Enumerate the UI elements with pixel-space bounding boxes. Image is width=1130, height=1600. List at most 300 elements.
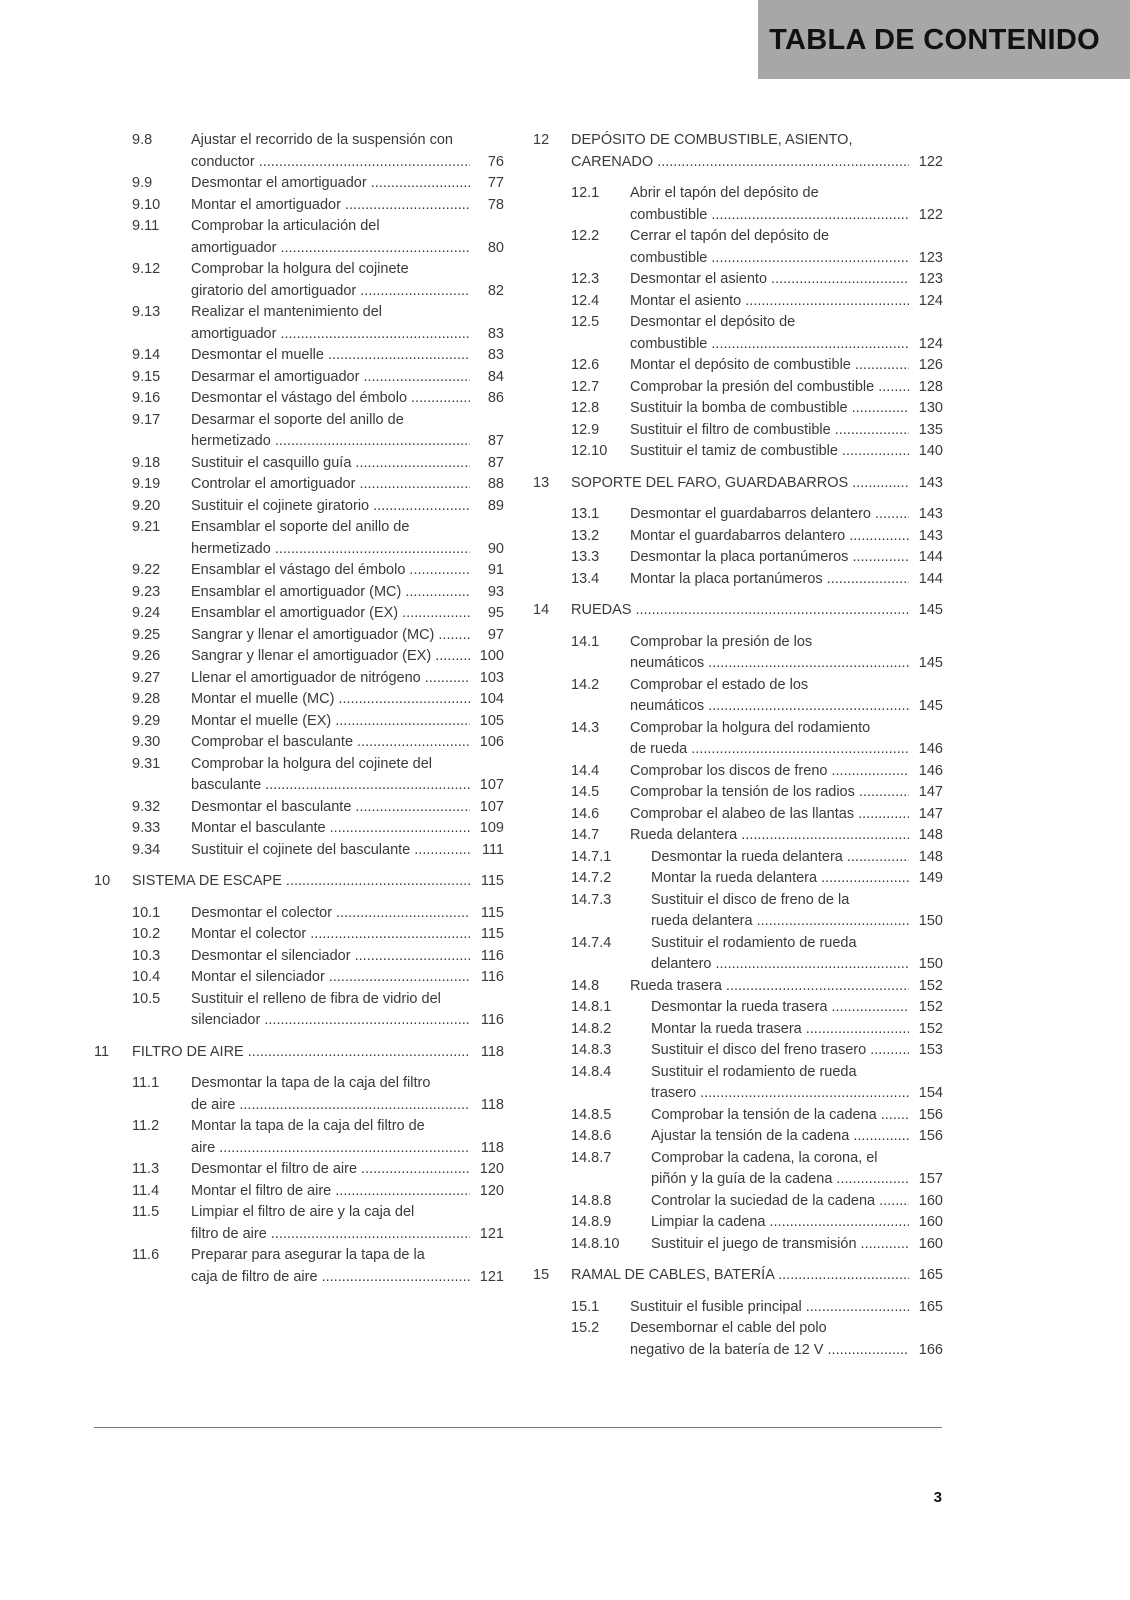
toc-entry[interactable] bbox=[94, 216, 504, 259]
section-number: 9.24 bbox=[132, 605, 161, 621]
section-title: Comprobar la cadena, la corona, el bbox=[651, 1149, 878, 1166]
section-number: 14.4 bbox=[571, 762, 600, 779]
section-title: Comprobar el basculante ..... bbox=[191, 732, 470, 754]
section-title: Desmontar el asiento ..... bbox=[630, 269, 909, 291]
toc-entry[interactable] bbox=[94, 173, 504, 195]
toc-entry[interactable] bbox=[94, 496, 504, 518]
section-title: Comprobar la tensión de la cadena ..... bbox=[651, 1105, 909, 1127]
chapter-number: 11 bbox=[94, 1043, 110, 1060]
section-title-cont: filtro de aire ..... bbox=[191, 1224, 470, 1246]
section-title: Montar el basculante ..... bbox=[191, 818, 470, 840]
page-ref: 123 bbox=[918, 249, 943, 266]
toc-entry[interactable] bbox=[533, 933, 943, 976]
section-title: Ajustar la tensión de la cadena ..... bbox=[651, 1126, 909, 1148]
section-number: 11.6 bbox=[132, 1247, 160, 1263]
toc-entry[interactable] bbox=[94, 711, 504, 733]
toc-entry[interactable] bbox=[94, 1073, 504, 1116]
page-ref: 128 bbox=[918, 378, 943, 395]
section-title-cont: rueda delantera ..... bbox=[651, 911, 909, 933]
section-title: Ensamblar el vástago del émbolo ..... bbox=[191, 560, 470, 582]
section-title-cont: trasero ..... bbox=[651, 1083, 909, 1105]
toc-entry[interactable] bbox=[94, 946, 504, 968]
toc-entry[interactable] bbox=[533, 868, 943, 890]
page-ref: 89 bbox=[487, 497, 504, 514]
section-number: 14.8.10 bbox=[571, 1235, 620, 1252]
page-ref: 122 bbox=[918, 153, 943, 170]
toc-entry[interactable] bbox=[94, 818, 504, 840]
section-title: Desmontar la placa portanúmeros ..... bbox=[630, 547, 909, 569]
section-title: Desmontar el amortiguador ..... bbox=[191, 173, 470, 195]
section-title: Desembornar el cable del polo bbox=[630, 1320, 827, 1336]
page-ref: 83 bbox=[487, 325, 504, 342]
page-ref: 160 bbox=[918, 1214, 943, 1230]
page-ref: 149 bbox=[918, 870, 943, 886]
page-ref: 152 bbox=[918, 999, 943, 1015]
section-number: 9.31 bbox=[132, 755, 161, 772]
section-number: 14.8.9 bbox=[571, 1214, 612, 1230]
section-title-cont: silenciador ..... bbox=[191, 1010, 470, 1032]
section-number: 13.2 bbox=[571, 527, 600, 544]
page-ref: 116 bbox=[480, 969, 504, 985]
toc-entry[interactable] bbox=[533, 269, 943, 291]
page-ref: 84 bbox=[487, 368, 504, 385]
toc-entry[interactable] bbox=[533, 291, 943, 313]
section-number: 12.1 bbox=[571, 185, 600, 201]
section-number: 12.5 bbox=[571, 314, 600, 330]
toc-entry[interactable] bbox=[533, 1297, 943, 1319]
page-ref: 118 bbox=[480, 1139, 504, 1156]
toc-entry[interactable] bbox=[94, 1245, 504, 1288]
section-title: Controlar el amortiguador ..... bbox=[191, 474, 470, 496]
page-ref: 143 bbox=[918, 527, 943, 544]
toc-entry[interactable] bbox=[533, 675, 943, 718]
section-number: 10.4 bbox=[132, 969, 161, 985]
page-ref: 86 bbox=[487, 390, 504, 406]
section-number: 14.6 bbox=[571, 805, 600, 822]
section-title: Montar la rueda trasera ..... bbox=[651, 1019, 909, 1041]
section-title-cont: aire ..... bbox=[191, 1138, 470, 1160]
chapter-number: 10 bbox=[94, 873, 111, 889]
toc-entry[interactable] bbox=[94, 1116, 504, 1159]
section-number: 10.5 bbox=[132, 990, 161, 1007]
section-title: Controlar la suciedad de la cadena ..... bbox=[651, 1191, 909, 1213]
section-number: 11.4 bbox=[132, 1182, 160, 1199]
page-ref: 156 bbox=[918, 1128, 943, 1144]
page-ref: 111 bbox=[481, 841, 504, 858]
page-ref: 118 bbox=[480, 1043, 504, 1060]
toc-entry[interactable] bbox=[533, 504, 943, 526]
section-number: 9.10 bbox=[132, 196, 161, 213]
toc-entry[interactable] bbox=[94, 989, 504, 1032]
section-title-cont: piñón y la guía de la cadena ..... bbox=[651, 1169, 909, 1191]
section-title: Montar el asiento ..... bbox=[630, 291, 909, 313]
page-ref: 154 bbox=[918, 1085, 943, 1101]
section-number: 14.7.2 bbox=[571, 870, 612, 886]
page-ref: 126 bbox=[918, 357, 943, 373]
chapter-number: 14 bbox=[533, 602, 550, 618]
page-ref: 157 bbox=[918, 1171, 943, 1187]
section-title: Ensamblar el soporte del anillo de bbox=[191, 519, 410, 535]
toc-entry[interactable] bbox=[533, 1318, 943, 1361]
section-number: 9.28 bbox=[132, 691, 161, 707]
page-ref: 146 bbox=[918, 762, 943, 779]
section-number: 14.7 bbox=[571, 827, 600, 843]
section-title: Comprobar la tensión de los radios ..... bbox=[630, 782, 909, 804]
section-number: 14.8.6 bbox=[571, 1128, 612, 1144]
toc-entry[interactable] bbox=[533, 1105, 943, 1127]
toc-entry[interactable] bbox=[533, 183, 943, 226]
section-title: Desmontar la rueda delantera ..... bbox=[651, 847, 909, 869]
section-title: Montar el silenciador ..... bbox=[191, 967, 470, 989]
chapter-title: RUEDAS ..... bbox=[571, 600, 909, 622]
section-number: 14.2 bbox=[571, 676, 600, 693]
section-number: 14.7.1 bbox=[571, 848, 612, 865]
page-ref: 120 bbox=[479, 1161, 504, 1177]
toc-entry[interactable] bbox=[94, 474, 504, 496]
section-title-cont: caja de filtro de aire ..... bbox=[191, 1267, 470, 1289]
page-ref: 116 bbox=[480, 947, 504, 964]
section-title-cont: basculante ..... bbox=[191, 775, 470, 797]
section-number: 9.15 bbox=[132, 368, 161, 385]
section-title: Sustituir el rodamiento de rueda bbox=[651, 934, 857, 951]
toc-entry[interactable] bbox=[94, 903, 504, 925]
section-number: 9.26 bbox=[132, 648, 161, 664]
section-number: 9.30 bbox=[132, 734, 161, 750]
section-number: 9.27 bbox=[132, 669, 161, 686]
page-ref: 97 bbox=[487, 626, 504, 643]
section-number: 12.4 bbox=[571, 292, 600, 309]
toc-entry[interactable] bbox=[94, 603, 504, 625]
page-ref: 109 bbox=[479, 820, 504, 836]
section-number: 10.1 bbox=[132, 904, 161, 921]
section-number: 15.2 bbox=[571, 1320, 600, 1336]
section-title: Llenar el amortiguador de nitrógeno ..... bbox=[191, 668, 470, 690]
chapter-number: 13 bbox=[533, 474, 550, 491]
section-number: 9.21 bbox=[132, 519, 161, 535]
section-number: 14.8.5 bbox=[571, 1106, 612, 1123]
section-number: 9.12 bbox=[132, 261, 161, 277]
section-number: 14.8.7 bbox=[571, 1149, 612, 1166]
section-number: 9.23 bbox=[132, 583, 161, 600]
page-ref: 147 bbox=[918, 805, 943, 822]
section-title: Desarmar el soporte del anillo de bbox=[191, 411, 404, 428]
toc-entry[interactable] bbox=[94, 302, 504, 345]
toc-entry[interactable] bbox=[94, 410, 504, 453]
section-title: Sustituir el tamiz de combustible ..... bbox=[630, 441, 909, 463]
section-title: Desmontar el muelle ..... bbox=[191, 345, 470, 367]
section-title: Montar el muelle (EX) ..... bbox=[191, 711, 470, 733]
toc-entry[interactable] bbox=[94, 840, 504, 862]
section-number: 14.7.3 bbox=[571, 891, 612, 908]
page-ref: 152 bbox=[918, 1020, 943, 1037]
section-title: Montar el colector ..... bbox=[191, 924, 470, 946]
toc-entry[interactable] bbox=[533, 847, 943, 869]
section-number: 12.7 bbox=[571, 378, 600, 395]
toc-entry[interactable] bbox=[533, 718, 943, 761]
section-number: 12.10 bbox=[571, 443, 608, 459]
page-ref: 93 bbox=[487, 583, 504, 600]
chapter-title: DEPÓSITO DE COMBUSTIBLE, ASIENTO, bbox=[571, 132, 853, 148]
section-number: 9.8 bbox=[132, 132, 153, 148]
section-title: Sustituir el relleno de fibra de vidrio del bbox=[191, 990, 441, 1007]
toc-entry[interactable] bbox=[533, 226, 943, 269]
section-number: 9.33 bbox=[132, 820, 161, 836]
page-ref: 107 bbox=[479, 798, 504, 815]
page-ref: 165 bbox=[918, 1267, 943, 1283]
section-title: Desmontar la tapa de la caja del filtro bbox=[191, 1075, 431, 1091]
toc-entry[interactable] bbox=[94, 754, 504, 797]
toc-entry[interactable] bbox=[94, 388, 504, 410]
page-ref: 91 bbox=[487, 562, 504, 578]
chapter-title: RAMAL DE CABLES, BATERÍA ..... bbox=[571, 1265, 909, 1287]
section-title: Limpiar el filtro de aire y la caja del bbox=[191, 1204, 415, 1220]
section-number: 9.19 bbox=[132, 476, 161, 492]
page-title: TABLA DE CONTENIDO bbox=[769, 24, 1100, 56]
section-title: Sustituir el cojinete giratorio ..... bbox=[191, 496, 470, 518]
toc-entry[interactable] bbox=[533, 825, 943, 847]
section-title-cont: amortiguador ..... bbox=[191, 238, 470, 260]
page-ref: 121 bbox=[479, 1225, 504, 1242]
page-ref: 145 bbox=[918, 655, 943, 671]
toc-entry[interactable] bbox=[533, 569, 943, 591]
toc-entry[interactable] bbox=[94, 1181, 504, 1203]
toc-entry[interactable] bbox=[533, 997, 943, 1019]
toc-entry[interactable] bbox=[533, 782, 943, 804]
toc-entry[interactable] bbox=[533, 420, 943, 442]
page-ref: 152 bbox=[918, 977, 943, 994]
page-ref: 115 bbox=[480, 873, 504, 889]
section-number: 14.8.1 bbox=[571, 999, 612, 1015]
page-ref: 83 bbox=[487, 347, 504, 363]
header-banner bbox=[758, 0, 1130, 79]
section-number: 13.3 bbox=[571, 549, 600, 565]
section-title: Desmontar el colector ..... bbox=[191, 903, 470, 925]
section-number: 9.34 bbox=[132, 841, 161, 858]
page-ref: 124 bbox=[918, 335, 943, 352]
section-number: 14.1 bbox=[571, 633, 600, 650]
page-ref: 122 bbox=[918, 206, 943, 223]
section-number: 9.18 bbox=[132, 454, 161, 471]
section-number: 14.7.4 bbox=[571, 934, 612, 951]
page-ref: 135 bbox=[918, 421, 943, 438]
toc-entry[interactable] bbox=[94, 967, 504, 989]
chapter-title: FILTRO DE AIRE ..... bbox=[132, 1042, 470, 1064]
section-number: 9.25 bbox=[132, 626, 161, 643]
page-ref: 76 bbox=[487, 153, 504, 170]
toc-entry[interactable] bbox=[533, 761, 943, 783]
section-title: Sustituir el rodamiento de rueda bbox=[651, 1063, 857, 1080]
section-title-cont: conductor ..... bbox=[191, 152, 470, 174]
section-title: Sustituir el disco de freno de la bbox=[651, 891, 850, 908]
toc-entry[interactable] bbox=[533, 1234, 943, 1256]
section-number: 9.20 bbox=[132, 497, 161, 514]
page-ref: 160 bbox=[918, 1192, 943, 1209]
toc-entry[interactable] bbox=[94, 646, 504, 668]
section-title: Montar la placa portanúmeros ..... bbox=[630, 569, 909, 591]
section-title: Realizar el mantenimiento del bbox=[191, 304, 383, 320]
section-number: 14.8.3 bbox=[571, 1042, 612, 1058]
toc-chapter-entry[interactable] bbox=[533, 473, 943, 495]
toc-entry[interactable] bbox=[533, 1191, 943, 1213]
toc-entry[interactable] bbox=[533, 312, 943, 355]
section-title: Montar el amortiguador ..... bbox=[191, 195, 470, 217]
section-title-cont: giratorio del amortiguador ..... bbox=[191, 281, 470, 303]
page-ref: 145 bbox=[918, 698, 943, 714]
page-ref: 150 bbox=[918, 956, 943, 972]
footer-divider bbox=[94, 1427, 942, 1428]
page-ref: 77 bbox=[487, 175, 504, 191]
toc-entry[interactable] bbox=[533, 632, 943, 675]
chapter-title: SOPORTE DEL FARO, GUARDABARROS ..... bbox=[571, 473, 909, 495]
toc-right-column bbox=[533, 130, 943, 1361]
page-ref: 115 bbox=[480, 904, 504, 921]
section-number: 14.5 bbox=[571, 784, 600, 800]
page-ref: 148 bbox=[918, 827, 943, 843]
section-title: Comprobar el estado de los bbox=[630, 676, 809, 693]
section-title: Comprobar el alabeo de las llantas ..... bbox=[630, 804, 909, 826]
section-number: 15.1 bbox=[571, 1298, 600, 1315]
toc-entry[interactable] bbox=[533, 976, 943, 998]
toc-entry[interactable] bbox=[94, 732, 504, 754]
toc-entry[interactable] bbox=[94, 367, 504, 389]
page-ref: 115 bbox=[480, 926, 504, 942]
page-ref: 143 bbox=[918, 506, 943, 522]
toc-entry[interactable] bbox=[94, 560, 504, 582]
section-title-cont: combustible ..... bbox=[630, 205, 909, 227]
section-number: 10.3 bbox=[132, 947, 161, 964]
toc-chapter-entry[interactable] bbox=[94, 1042, 504, 1064]
page-ref: 118 bbox=[480, 1096, 504, 1113]
toc-entry[interactable] bbox=[94, 797, 504, 819]
section-number: 12.3 bbox=[571, 271, 600, 287]
page-ref: 153 bbox=[918, 1042, 943, 1058]
section-number: 14.8.4 bbox=[571, 1063, 612, 1080]
page-ref: 145 bbox=[918, 602, 943, 618]
section-title: Comprobar la presión de los bbox=[630, 633, 813, 650]
section-title: Desmontar el depósito de bbox=[630, 314, 796, 330]
section-number: 14.8.8 bbox=[571, 1192, 612, 1209]
toc-entry[interactable] bbox=[533, 1126, 943, 1148]
toc-chapter-entry[interactable] bbox=[533, 600, 943, 622]
section-title: Desmontar el guardabarros delantero ..... bbox=[630, 504, 909, 526]
page-ref: 88 bbox=[487, 476, 504, 492]
section-title: Comprobar la holgura del cojinete bbox=[191, 261, 409, 277]
section-title: Montar el depósito de combustible ..... bbox=[630, 355, 909, 377]
page-ref: 160 bbox=[918, 1235, 943, 1252]
section-title: Abrir el tapón del depósito de bbox=[630, 185, 819, 201]
page-ref: 90 bbox=[487, 540, 504, 557]
page-ref: 95 bbox=[487, 605, 504, 621]
page-ref: 165 bbox=[918, 1298, 943, 1315]
toc-entry[interactable] bbox=[533, 526, 943, 548]
toc-entry[interactable] bbox=[533, 1062, 943, 1105]
page-ref: 103 bbox=[479, 669, 504, 686]
section-number: 9.13 bbox=[132, 304, 161, 320]
page-ref: 156 bbox=[918, 1106, 943, 1123]
toc-entry[interactable] bbox=[94, 345, 504, 367]
toc-entry[interactable] bbox=[533, 377, 943, 399]
section-title: Rueda delantera ..... bbox=[630, 825, 909, 847]
section-number: 14.8.2 bbox=[571, 1020, 612, 1037]
section-title: Desmontar el basculante ..... bbox=[191, 797, 470, 819]
section-title: Sangrar y llenar el amortiguador (EX) ..... bbox=[191, 646, 470, 668]
section-title: Comprobar la holgura del cojinete del bbox=[191, 755, 433, 772]
page-ref: 104 bbox=[479, 691, 504, 707]
page-ref: 144 bbox=[918, 570, 943, 587]
page-ref: 100 bbox=[479, 648, 504, 664]
toc-entry[interactable] bbox=[94, 453, 504, 475]
toc-entry[interactable] bbox=[533, 1019, 943, 1041]
toc-entry[interactable] bbox=[533, 547, 943, 569]
page-ref: 148 bbox=[918, 848, 943, 865]
page-ref: 144 bbox=[918, 549, 943, 565]
section-title: Montar la tapa de la caja del filtro de bbox=[191, 1118, 425, 1134]
section-title: Ensamblar el amortiguador (EX) ..... bbox=[191, 603, 470, 625]
section-number: 12.2 bbox=[571, 228, 600, 244]
toc-chapter-entry[interactable] bbox=[94, 871, 504, 893]
section-title: Sustituir el filtro de combustible ..... bbox=[630, 420, 909, 442]
chapter-number: 12 bbox=[533, 132, 550, 148]
toc-entry[interactable] bbox=[94, 582, 504, 604]
section-number: 14.3 bbox=[571, 719, 600, 736]
toc-entry[interactable] bbox=[533, 1212, 943, 1234]
toc-entry[interactable] bbox=[94, 130, 504, 173]
page-ref: 147 bbox=[918, 784, 943, 800]
section-title: Sustituir el juego de transmisión ..... bbox=[651, 1234, 909, 1256]
toc-entry[interactable] bbox=[94, 924, 504, 946]
toc-entry[interactable] bbox=[533, 890, 943, 933]
toc-entry[interactable] bbox=[94, 259, 504, 302]
toc-entry[interactable] bbox=[533, 804, 943, 826]
toc-entry[interactable] bbox=[94, 517, 504, 560]
toc-entry[interactable] bbox=[533, 441, 943, 463]
section-title-cont: amortiguador ..... bbox=[191, 324, 470, 346]
page-ref: 82 bbox=[487, 282, 504, 299]
toc-entry[interactable] bbox=[533, 355, 943, 377]
page-ref: 116 bbox=[480, 1012, 504, 1028]
toc-entry[interactable] bbox=[94, 668, 504, 690]
chapter-title-cont: CARENADO ..... bbox=[571, 152, 909, 174]
section-title-cont: negativo de la batería de 12 V ..... bbox=[630, 1340, 909, 1362]
section-title: Comprobar la holgura del rodamiento bbox=[630, 719, 871, 736]
toc-chapter-entry[interactable] bbox=[533, 130, 943, 173]
toc-entry[interactable] bbox=[94, 1159, 504, 1181]
section-number: 11.1 bbox=[132, 1075, 160, 1091]
section-title: Comprobar la articulación del bbox=[191, 218, 380, 234]
toc-entry[interactable] bbox=[533, 1040, 943, 1062]
page-ref: 130 bbox=[918, 400, 943, 416]
section-title: Sustituir la bomba de combustible ..... bbox=[630, 398, 909, 420]
section-number: 9.9 bbox=[132, 175, 153, 191]
toc-entry[interactable] bbox=[94, 195, 504, 217]
section-number: 11.2 bbox=[132, 1118, 160, 1134]
page-ref: 78 bbox=[487, 196, 504, 213]
section-number: 13.4 bbox=[571, 570, 600, 587]
toc-entry[interactable] bbox=[533, 1148, 943, 1191]
toc-entry[interactable] bbox=[533, 398, 943, 420]
page-number: 3 bbox=[933, 1489, 942, 1506]
section-number: 9.17 bbox=[132, 411, 161, 428]
section-title-cont: hermetizado ..... bbox=[191, 539, 470, 561]
toc-entry[interactable] bbox=[94, 689, 504, 711]
page-ref: 120 bbox=[479, 1182, 504, 1199]
toc-chapter-entry[interactable] bbox=[533, 1265, 943, 1287]
section-title-cont: hermetizado ..... bbox=[191, 431, 470, 453]
toc-entry[interactable] bbox=[94, 1202, 504, 1245]
section-title-cont: neumáticos ..... bbox=[630, 653, 909, 675]
section-title: Desmontar la rueda trasera ..... bbox=[651, 997, 909, 1019]
toc-entry[interactable] bbox=[94, 625, 504, 647]
